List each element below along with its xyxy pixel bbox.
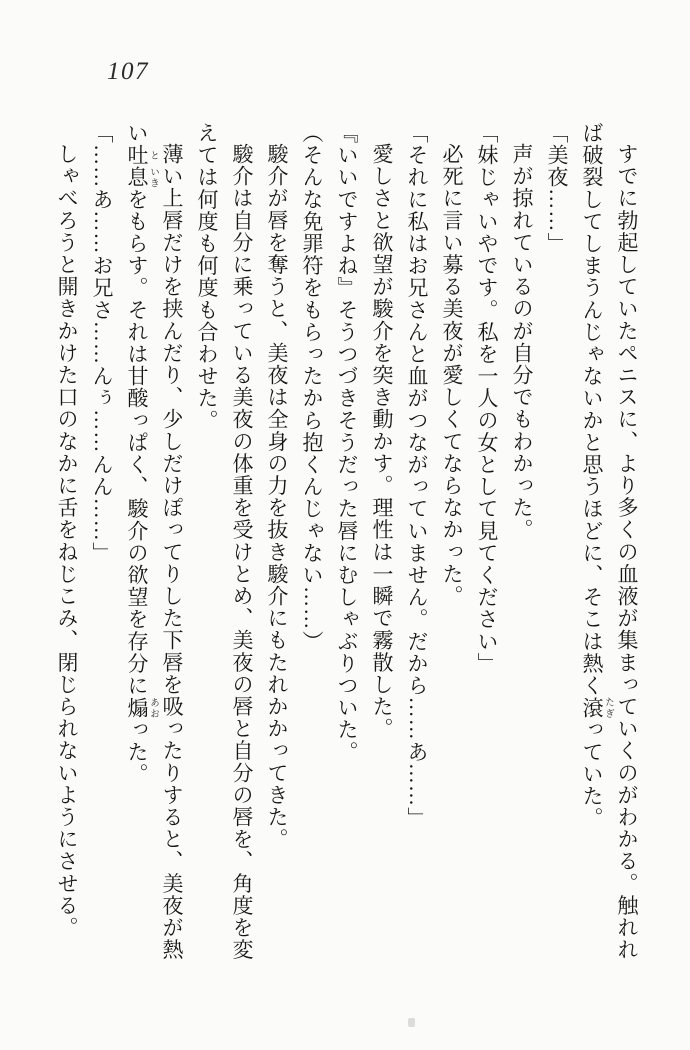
paragraph: （そんな免罪符をもらったから抱くんじゃない……） <box>300 122 324 653</box>
paragraph: 「美夜……」 <box>545 122 569 255</box>
paragraph: 必死に言い募る美夜が愛しくてならなかった。 <box>440 143 464 608</box>
body-text <box>36 122 644 971</box>
paragraph: 声が掠れているのが自分でもわかった。 <box>510 143 534 541</box>
paragraph: 「それに私はお兄さんと血がつながっていません。だから……あ……」 <box>405 122 429 830</box>
paragraph: すでに勃起していたペニスに、より多くの血液が集まっていくのがわかる。触れれば破裂してしまうんじゃないかと思うほどに、そこは熱く滾 たぎっていた。 <box>580 122 639 961</box>
ruby-annotated-word: 息 いき <box>125 166 158 189</box>
scan-artifact <box>408 1018 415 1027</box>
ruby-annotated-word: 煽 あお <box>125 696 158 719</box>
paragraph: 『いいですよね』そうつづきそうだった唇にむしゃぶりついた。 <box>335 122 359 763</box>
paragraph: しゃべろうと開きかけた口のなかに舌をねじこみ、閉じられないようにさせる。 <box>55 143 79 939</box>
paragraph: 駿介は自分に乗っている美夜の体重を受けとめ、美夜の唇と自分の唇を、角度を変えては何度も何度も合わせた。 <box>195 122 254 961</box>
paragraph: 「妹じゃいやです。私を一人の女として見てください」 <box>475 122 499 675</box>
page-number: 107 <box>107 58 149 85</box>
paragraph: 薄い上唇だけを挟んだり、少しだけぽってりした下唇を吸ったりすると、美夜が熱い吐 と息 いきをもらす。それは甘酸っぱく、駿介の欲望を存分に煽 あおった。 <box>125 122 184 961</box>
paragraph: 愛しさと欲望が駿介を突き動かす。理性は一瞬で霧散した。 <box>370 143 394 740</box>
paragraph: 駿介が唇を奪うと、美夜は全身の力を抜き駿介にもたれかかってきた。 <box>265 143 289 851</box>
paragraph: 「……あ……お兄さ……んぅ……んん……」 <box>90 122 114 564</box>
ruby-annotated-word: 吐 と <box>125 144 158 167</box>
ruby-annotated-word: 滾 たぎ <box>580 696 613 719</box>
